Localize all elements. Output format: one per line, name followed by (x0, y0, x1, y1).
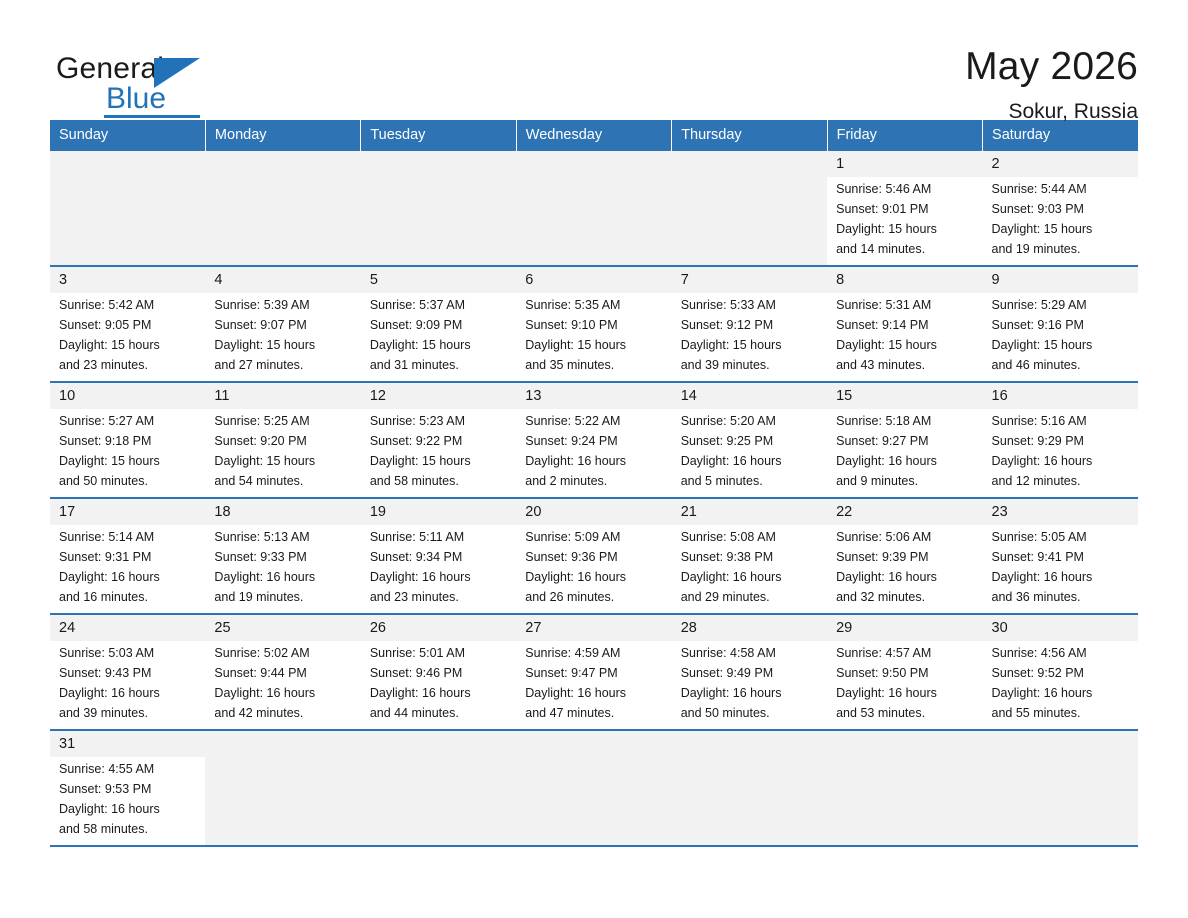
day-number (516, 151, 671, 160)
day-detail-line: Daylight: 16 hours (836, 570, 937, 584)
day-details (516, 293, 671, 381)
calendar-day-cell[interactable] (827, 382, 982, 498)
day-details (983, 525, 1138, 613)
day-detail-line: Sunrise: 5:08 AM (680, 530, 776, 544)
calendar-day-cell[interactable] (672, 614, 827, 730)
day-detail-line: Sunset: 9:27 PM (836, 434, 929, 448)
weekday-header-sunday: Sunday (50, 120, 205, 151)
calendar-day-cell[interactable] (50, 730, 205, 846)
day-detail-line: Daylight: 15 hours (214, 338, 316, 352)
day-detail-line: Sunset: 9:33 PM (214, 550, 307, 564)
day-detail-line: Sunrise: 4:55 AM (59, 762, 155, 776)
day-detail-line: Sunrise: 5:09 AM (525, 530, 621, 544)
day-detail-line: Sunrise: 5:44 AM (991, 182, 1087, 196)
day-number: 9 (991, 272, 1000, 288)
day-details (983, 409, 1138, 497)
day-details (50, 293, 205, 381)
day-detail-line: Sunset: 9:18 PM (59, 434, 152, 448)
day-detail-line: Sunset: 9:36 PM (525, 550, 618, 564)
day-number: 11 (214, 388, 230, 404)
day-detail-line: Sunset: 9:41 PM (991, 550, 1084, 564)
day-detail-line: Daylight: 16 hours (59, 802, 160, 816)
day-detail-line: Sunrise: 5:31 AM (836, 298, 932, 312)
day-detail-line: Daylight: 16 hours (991, 454, 1093, 468)
day-detail-line: and 29 minutes. (680, 590, 770, 604)
day-number: 14 (680, 388, 697, 404)
day-detail-line: Sunrise: 5:02 AM (214, 646, 310, 660)
day-detail-line: Sunrise: 5:06 AM (836, 530, 932, 544)
day-detail-line: Sunrise: 5:27 AM (59, 414, 155, 428)
day-detail-line: and 32 minutes. (836, 590, 926, 604)
day-detail-line: Sunrise: 4:57 AM (836, 646, 932, 660)
calendar-week-row (50, 266, 1138, 382)
day-detail-line: and 58 minutes. (59, 822, 148, 836)
calendar-empty-cell (205, 730, 360, 846)
day-detail-line: Daylight: 16 hours (214, 570, 316, 584)
weekday-header-saturday: Saturday (983, 120, 1138, 151)
logo-text-blue: Blue (106, 82, 167, 115)
day-number (672, 731, 827, 740)
title-block (965, 44, 1138, 125)
calendar-week-row (50, 382, 1138, 498)
day-detail-line: Daylight: 16 hours (369, 570, 471, 584)
calendar-day-cell[interactable] (983, 498, 1138, 614)
day-number: 19 (369, 504, 386, 520)
day-detail-line: Daylight: 15 hours (680, 338, 782, 352)
day-details (983, 177, 1138, 265)
day-detail-line: Sunset: 9:46 PM (369, 666, 463, 680)
day-detail-line: Sunrise: 5:01 AM (369, 646, 466, 660)
day-detail-line: Sunset: 9:52 PM (991, 666, 1084, 680)
calendar-week-row (50, 151, 1138, 266)
calendar-body (50, 151, 1138, 846)
day-number (361, 151, 516, 160)
calendar-empty-cell (361, 730, 516, 846)
day-detail-line: and 53 minutes. (836, 706, 926, 720)
day-detail-line: Sunrise: 5:16 AM (991, 414, 1087, 428)
day-detail-line: Sunrise: 4:56 AM (991, 646, 1087, 660)
day-detail-line: and 47 minutes. (525, 706, 615, 720)
calendar-week-row (50, 614, 1138, 730)
calendar-empty-cell (50, 151, 205, 266)
day-detail-line: Sunset: 9:20 PM (214, 434, 307, 448)
day-detail-line: Daylight: 16 hours (680, 454, 782, 468)
day-number: 21 (680, 504, 697, 520)
day-detail-line: Daylight: 15 hours (59, 454, 160, 468)
calendar-day-cell[interactable] (827, 498, 982, 614)
calendar-day-cell[interactable] (50, 266, 205, 382)
calendar-empty-cell (516, 151, 671, 266)
day-detail-line: Sunset: 9:05 PM (59, 318, 152, 332)
day-details (516, 525, 671, 613)
day-detail-line: Sunrise: 5:11 AM (369, 530, 465, 544)
calendar-day-cell[interactable] (516, 614, 671, 730)
day-number: 18 (214, 504, 231, 520)
calendar-day-cell[interactable] (672, 498, 827, 614)
day-detail-line: Sunrise: 4:59 AM (525, 646, 621, 660)
day-number: 31 (59, 736, 76, 752)
day-number: 30 (991, 620, 1008, 636)
day-detail-line: Daylight: 16 hours (525, 686, 627, 700)
day-number: 13 (525, 388, 542, 404)
calendar-day-cell[interactable] (50, 614, 205, 730)
day-details (205, 525, 360, 613)
day-detail-line: and 42 minutes. (214, 706, 304, 720)
day-detail-line: and 44 minutes. (369, 706, 459, 720)
day-details (672, 293, 827, 381)
day-detail-line: and 43 minutes. (836, 358, 926, 372)
day-detail-line: and 35 minutes. (525, 358, 615, 372)
day-details (672, 641, 827, 729)
day-detail-line: Sunset: 9:25 PM (680, 434, 774, 448)
day-detail-line: Sunrise: 5:18 AM (836, 414, 932, 428)
logo-text-general: General (56, 52, 165, 85)
calendar-empty-cell (827, 730, 982, 846)
day-detail-line: Sunset: 9:53 PM (59, 782, 152, 796)
day-detail-line: and 9 minutes. (836, 474, 919, 488)
day-detail-line: Daylight: 16 hours (836, 686, 937, 700)
day-detail-line: and 2 minutes. (525, 474, 608, 488)
calendar-day-cell[interactable] (983, 614, 1138, 730)
day-details (50, 525, 205, 613)
day-number: 7 (680, 272, 689, 288)
day-detail-line: Daylight: 15 hours (836, 222, 937, 236)
day-detail-line: Sunset: 9:39 PM (836, 550, 929, 564)
day-number: 15 (836, 388, 853, 404)
day-number: 27 (525, 620, 542, 636)
day-detail-line: Sunrise: 5:46 AM (836, 182, 932, 196)
day-detail-line: Daylight: 15 hours (369, 338, 471, 352)
day-number: 2 (991, 156, 1000, 172)
day-detail-line: and 39 minutes. (680, 358, 770, 372)
day-number (672, 151, 827, 160)
day-detail-line: Sunset: 9:31 PM (59, 550, 152, 564)
calendar-empty-cell (516, 730, 671, 846)
day-detail-line: and 16 minutes. (59, 590, 148, 604)
day-number (516, 731, 671, 740)
page-title: May 2026 (965, 45, 1138, 88)
day-number: 10 (59, 388, 76, 404)
day-detail-line: and 54 minutes. (214, 474, 304, 488)
day-details (983, 641, 1138, 729)
day-detail-line: Sunset: 9:22 PM (369, 434, 463, 448)
day-detail-line: Sunset: 9:50 PM (836, 666, 929, 680)
day-number: 3 (59, 272, 68, 288)
day-detail-line: and 12 minutes. (991, 474, 1081, 488)
day-detail-line: and 31 minutes. (369, 358, 459, 372)
day-detail-line: Sunset: 9:47 PM (525, 666, 618, 680)
day-detail-line: Sunrise: 5:23 AM (369, 414, 466, 428)
calendar-day-cell[interactable] (827, 614, 982, 730)
day-details (672, 409, 827, 497)
calendar-empty-cell (672, 730, 827, 846)
calendar-day-cell[interactable] (205, 266, 360, 382)
day-number (827, 731, 982, 740)
day-number: 22 (836, 504, 853, 520)
day-details (50, 409, 205, 497)
day-detail-line: Sunrise: 5:03 AM (59, 646, 155, 660)
calendar-day-cell[interactable] (983, 382, 1138, 498)
logo-underline (104, 115, 200, 118)
day-number (205, 731, 360, 740)
day-details (827, 409, 982, 497)
day-detail-line: Sunrise: 5:20 AM (680, 414, 776, 428)
day-detail-line: Sunset: 9:16 PM (991, 318, 1084, 332)
location-subtitle: Sokur, Russia (1008, 100, 1138, 123)
day-number: 26 (369, 620, 386, 636)
day-detail-line: Sunset: 9:49 PM (680, 666, 774, 680)
day-detail-line: and 36 minutes. (991, 590, 1081, 604)
day-number (205, 151, 360, 160)
calendar-day-cell[interactable] (361, 266, 516, 382)
day-detail-line: Daylight: 16 hours (991, 686, 1093, 700)
calendar-day-cell[interactable] (50, 498, 205, 614)
day-detail-line: Sunset: 9:44 PM (214, 666, 307, 680)
general-blue-logo (56, 52, 256, 122)
day-details (827, 641, 982, 729)
day-details (50, 641, 205, 729)
day-details (205, 641, 360, 729)
day-number: 25 (214, 620, 231, 636)
weekday-header-monday: Monday (205, 120, 360, 151)
day-detail-line: Daylight: 15 hours (369, 454, 471, 468)
day-detail-line: Daylight: 16 hours (680, 570, 782, 584)
weekday-header-wednesday: Wednesday (516, 120, 671, 151)
day-details (50, 757, 205, 845)
day-number (361, 731, 516, 740)
day-detail-line: Sunset: 9:03 PM (991, 202, 1084, 216)
day-details (361, 641, 516, 729)
calendar-day-cell[interactable] (361, 498, 516, 614)
day-details (205, 409, 360, 497)
day-detail-line: and 50 minutes. (59, 474, 148, 488)
day-detail-line: Sunset: 9:34 PM (369, 550, 463, 564)
day-detail-line: Sunset: 9:10 PM (525, 318, 618, 332)
weekday-header-friday: Friday (827, 120, 982, 151)
day-detail-line: Sunrise: 5:33 AM (680, 298, 776, 312)
day-detail-line: Sunrise: 5:42 AM (59, 298, 155, 312)
calendar-empty-cell (361, 151, 516, 266)
day-details (827, 293, 982, 381)
day-number: 24 (59, 620, 76, 636)
calendar-week-row (50, 498, 1138, 614)
day-number (983, 731, 1138, 740)
day-number: 29 (836, 620, 853, 636)
day-detail-line: Sunrise: 5:29 AM (991, 298, 1087, 312)
calendar-day-cell[interactable] (516, 498, 671, 614)
weekday-header-tuesday: Tuesday (361, 120, 516, 151)
day-detail-line: and 39 minutes. (59, 706, 148, 720)
day-details (361, 525, 516, 613)
day-number: 23 (991, 504, 1008, 520)
day-detail-line: Sunrise: 5:35 AM (525, 298, 621, 312)
calendar-day-cell[interactable] (983, 151, 1138, 266)
day-detail-line: and 58 minutes. (369, 474, 459, 488)
day-number (50, 151, 205, 160)
day-number: 17 (59, 504, 76, 520)
day-detail-line: and 50 minutes. (680, 706, 770, 720)
day-detail-line: and 19 minutes. (991, 242, 1081, 256)
day-detail-line: Daylight: 16 hours (525, 570, 627, 584)
day-detail-line: Daylight: 16 hours (525, 454, 627, 468)
day-detail-line: Sunrise: 5:25 AM (214, 414, 310, 428)
day-detail-line: Sunrise: 5:13 AM (214, 530, 310, 544)
day-detail-line: Sunset: 9:14 PM (836, 318, 929, 332)
day-detail-line: and 55 minutes. (991, 706, 1081, 720)
day-detail-line: Sunrise: 5:05 AM (991, 530, 1087, 544)
calendar-day-cell[interactable] (672, 266, 827, 382)
day-details (516, 409, 671, 497)
day-detail-line: and 14 minutes. (836, 242, 926, 256)
day-detail-line: Sunset: 9:43 PM (59, 666, 152, 680)
day-detail-line: and 19 minutes. (214, 590, 304, 604)
calendar-empty-cell (205, 151, 360, 266)
day-detail-line: Daylight: 15 hours (991, 338, 1093, 352)
logo-triangle-icon (154, 58, 200, 88)
day-detail-line: Daylight: 16 hours (680, 686, 782, 700)
day-details (205, 293, 360, 381)
day-details (827, 177, 982, 265)
day-number: 12 (369, 388, 386, 404)
day-details (361, 409, 516, 497)
calendar-day-cell[interactable] (983, 266, 1138, 382)
day-detail-line: Sunset: 9:01 PM (836, 202, 929, 216)
day-detail-line: Daylight: 16 hours (369, 686, 471, 700)
calendar-day-cell[interactable] (361, 382, 516, 498)
day-detail-line: and 5 minutes. (680, 474, 763, 488)
day-detail-line: Sunset: 9:29 PM (991, 434, 1084, 448)
day-detail-line: Sunrise: 5:37 AM (369, 298, 466, 312)
calendar-day-cell[interactable] (672, 382, 827, 498)
day-detail-line: Daylight: 15 hours (836, 338, 937, 352)
day-detail-line: Sunset: 9:24 PM (525, 434, 618, 448)
day-number: 5 (369, 272, 378, 288)
day-details (983, 293, 1138, 381)
calendar-week-row (50, 730, 1138, 846)
calendar-empty-cell (672, 151, 827, 266)
calendar-day-cell[interactable] (361, 614, 516, 730)
page-header (50, 0, 1138, 123)
calendar-day-cell[interactable] (516, 382, 671, 498)
day-details (516, 641, 671, 729)
day-number: 1 (836, 156, 845, 172)
day-detail-line: Sunrise: 5:39 AM (214, 298, 310, 312)
day-detail-line: Sunrise: 5:22 AM (525, 414, 621, 428)
day-detail-line: Daylight: 16 hours (59, 570, 160, 584)
day-number: 6 (525, 272, 534, 288)
day-details (361, 293, 516, 381)
day-detail-line: and 46 minutes. (991, 358, 1081, 372)
day-detail-line: Sunrise: 4:58 AM (680, 646, 776, 660)
day-detail-line: Sunset: 9:12 PM (680, 318, 774, 332)
day-detail-line: Daylight: 15 hours (214, 454, 316, 468)
weekday-header-thursday: Thursday (672, 120, 827, 151)
calendar-day-cell[interactable] (827, 266, 982, 382)
day-detail-line: Sunrise: 5:14 AM (59, 530, 155, 544)
day-detail-line: Sunset: 9:38 PM (680, 550, 774, 564)
day-number: 16 (991, 388, 1008, 404)
day-number: 20 (525, 504, 542, 520)
day-number: 8 (836, 272, 845, 288)
day-number: 4 (214, 272, 223, 288)
day-detail-line: Sunset: 9:07 PM (214, 318, 307, 332)
day-detail-line: Daylight: 16 hours (991, 570, 1093, 584)
day-details (827, 525, 982, 613)
day-detail-line: Daylight: 15 hours (525, 338, 627, 352)
calendar-day-cell[interactable] (827, 151, 982, 266)
day-detail-line: and 26 minutes. (525, 590, 615, 604)
day-detail-line: Daylight: 16 hours (59, 686, 160, 700)
calendar-empty-cell (983, 730, 1138, 846)
calendar-day-cell[interactable] (516, 266, 671, 382)
calendar-day-cell[interactable] (205, 614, 360, 730)
day-detail-line: and 27 minutes. (214, 358, 304, 372)
day-detail-line: Daylight: 16 hours (214, 686, 316, 700)
calendar-day-cell[interactable] (205, 498, 360, 614)
calendar-table (50, 120, 1138, 847)
day-number: 28 (680, 620, 697, 636)
day-detail-line: and 23 minutes. (369, 590, 459, 604)
day-detail-line: Daylight: 15 hours (991, 222, 1093, 236)
calendar-day-cell[interactable] (50, 382, 205, 498)
day-detail-line: Sunset: 9:09 PM (369, 318, 463, 332)
day-detail-line: Daylight: 15 hours (59, 338, 160, 352)
day-details (672, 525, 827, 613)
calendar-day-cell[interactable] (205, 382, 360, 498)
day-detail-line: Daylight: 16 hours (836, 454, 937, 468)
day-detail-line: and 23 minutes. (59, 358, 148, 372)
